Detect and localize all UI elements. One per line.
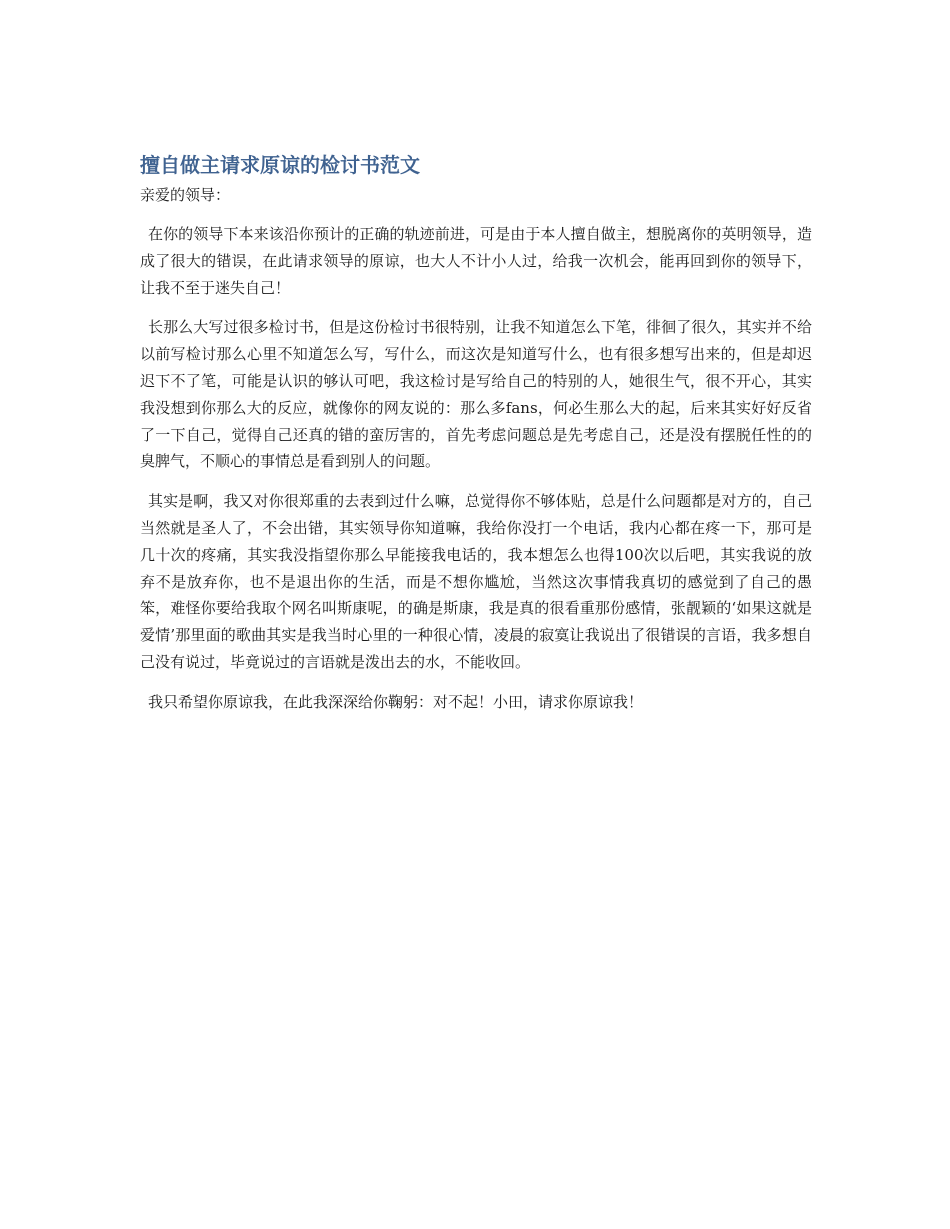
body-paragraph-3: 其实是啊，我又对你很郑重的去表到过什么嘛，总觉得你不够体贴，总是什么问题都是对方的，自己当然就是圣人了，不会出错，其实领导你知道嘛，我给你没打一个电话，我内心都在疼一下，那可是几十次的疼痛，其实我没指望你那么早能接我电话的，我本想怎么也得100次以后吧，其实我说的放弃不是放弃你，也不是退出你的生活，而是不想你尴尬，当然这次事情我真切的感觉到了自己的愚笨，难怪你要给我取个网名叫斯康呢，的确是斯康，我是真的很看重那份感情，张靓颖的‘如果这就是爱情’那里面的歌曲其实是我当时心里的一种很心情，凌晨的寂寞让我说出了很错误的言语，我多想自己没有说过，毕竟说过的言语就是泼出去的水，不能收回。 bbox=[140, 492, 812, 671]
body-paragraph-4: 我只希望你原谅我，在此我深深给你鞠躬：对不起！小田，请求你原谅我！ bbox=[148, 692, 644, 711]
body-paragraph-2: 长那么大写过很多检讨书，但是这份检讨书很特别，让我不知道怎么下笔，徘徊了很久，其实并不给以前写检讨那么心里不知道怎么写，写什么，而这次是知道写什么，也有很多想写出来的，但是却迟迟下不了笔，可能是认识的够认可吧，我这检讨是写给自己的特别的人，她很生气，很不开心，其实我没想到你那么大的反应，就像你的网友说的：那么多fans，何必生那么大的起，后来其实好好反省了一下自己，觉得自己还真的错的蛮厉害的，首先考虑问题总是先考虑自己，还是没有摆脱任性的的臭脾气，不顺心的事情总是看到别人的问题。 bbox=[140, 318, 812, 471]
body-paragraph-1: 在你的领导下本来该沿你预计的正确的轨迹前进，可是由于本人擅自做主，想脱离你的英明领导，造成了很大的错误，在此请求领导的原谅，也大人不计小人过，给我一次机会，能再回到你的领导下，让我不至于迷失自己！ bbox=[140, 225, 812, 297]
document-page bbox=[140, 150, 812, 716]
salutation: 亲爱的领导： bbox=[140, 186, 231, 204]
document-title: 擅自做主请求原谅的检讨书范文 bbox=[140, 153, 420, 177]
